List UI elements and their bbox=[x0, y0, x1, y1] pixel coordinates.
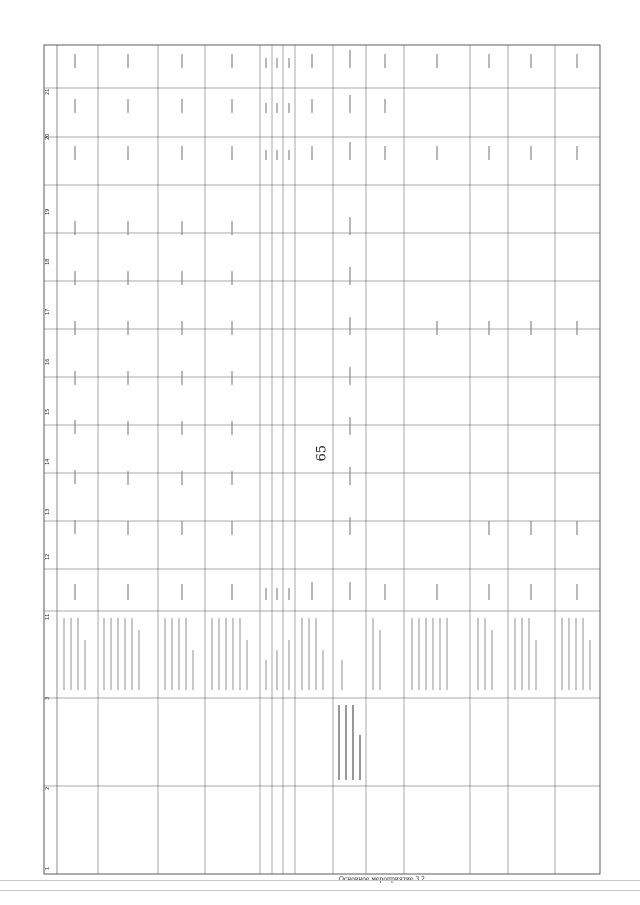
page-number-text: 65 bbox=[314, 444, 330, 462]
scan-edge-line bbox=[0, 890, 640, 891]
column-number: 11 bbox=[45, 613, 51, 620]
column-dividers bbox=[44, 88, 600, 786]
cell-values bbox=[75, 50, 577, 600]
column-number: 18 bbox=[45, 258, 51, 265]
activity-description bbox=[339, 705, 360, 780]
scan-edge-line bbox=[0, 880, 640, 881]
column-number: 19 bbox=[45, 208, 51, 215]
column-number: 15 bbox=[45, 408, 51, 415]
column-number: 1 bbox=[45, 866, 51, 870]
column-number: 14 bbox=[45, 458, 51, 465]
column-number: 21 bbox=[45, 88, 51, 95]
column-number: 17 bbox=[45, 308, 51, 315]
table-border bbox=[44, 45, 600, 874]
row-dividers bbox=[98, 45, 555, 874]
column-number: 16 bbox=[45, 358, 51, 365]
column-number: 3 bbox=[45, 696, 51, 700]
column-number: 2 bbox=[45, 786, 51, 790]
column-number: 20 bbox=[45, 133, 51, 140]
column-number: 12 bbox=[45, 553, 51, 560]
column-number: 13 bbox=[45, 508, 51, 515]
row-descriptions bbox=[64, 618, 590, 690]
